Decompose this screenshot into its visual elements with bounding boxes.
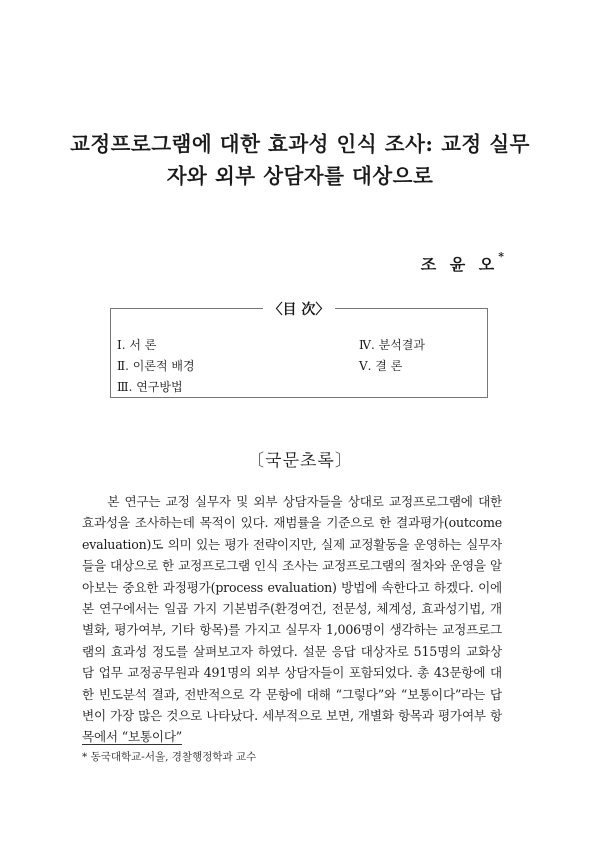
toc-column-left <box>117 335 195 398</box>
toc-column-right <box>359 335 425 377</box>
toc-item-method: Ⅲ. 연구방법 <box>117 380 183 394</box>
paper-title: 교정프로그램에 대한 효과성 인식 조사: 교정 실무자와 외부 상담자를 대상으로 <box>70 132 530 188</box>
table-of-contents <box>110 302 488 398</box>
footnote-divider <box>82 744 182 745</box>
toc-item-theory: Ⅱ. 이론적 배경 <box>117 359 195 373</box>
abstract-body: 본 연구는 교정 실무자 및 외부 상담자들을 상대로 교정프로그램에 대한 효과성을 조사하는데 목적이 있다. 재범률을 기준으로 한 결과평가(outcome evaluation)도 의미 있는 평가 전략이지만, 실제 교정활동을 운영하는 실무자들을 대상으로 한 교정프로그램 인식 조사는 교정프로그램의 절차와 운영을 알아보는 중요한 과정평가(process evaluation) 방법에 속한다고 하겠다. 이에 본 연구에서는 일곱 가지 기본범주(환경여건, 전문성, 체계성, 효과성기법, 개별화, 평가여부, 기타 항목)를 가지고 실무자 1,006명이 생각하는 교정프로그램의 효과성 정도를 살펴보고자 하였다. 설문 응답 대상자로 515명의 교화상담 업무 교정공무원과 491명의 외부 상담자들이 포함되었다. 총 43문항에 대한 빈도분석 결과, 전반적으로 각 문항에 대해 “그렇다”와 “보통이다”라는 답변이 가장 많은 것으로 나타났다. 세부적으로 보면, 개별화 항목과 평가여부 항목에서 “보통이다” <box>82 494 502 745</box>
abstract-heading: 〔국문초록〕 <box>247 451 353 471</box>
author-name <box>420 249 504 275</box>
author-name-text: 조 윤 오 <box>420 255 499 274</box>
toc-item-introduction: Ⅰ. 서 론 <box>117 338 157 352</box>
toc-heading-text: 〈目 次〉 <box>263 302 336 318</box>
footnote-affiliation: * 동국대학교-서울, 경찰행정학과 교수 <box>82 751 257 763</box>
toc-heading <box>111 299 487 319</box>
toc-item-conclusion: Ⅴ. 결 론 <box>359 359 403 373</box>
toc-item-results: Ⅳ. 분석결과 <box>359 338 425 352</box>
author-footnote-mark: * <box>498 249 504 263</box>
